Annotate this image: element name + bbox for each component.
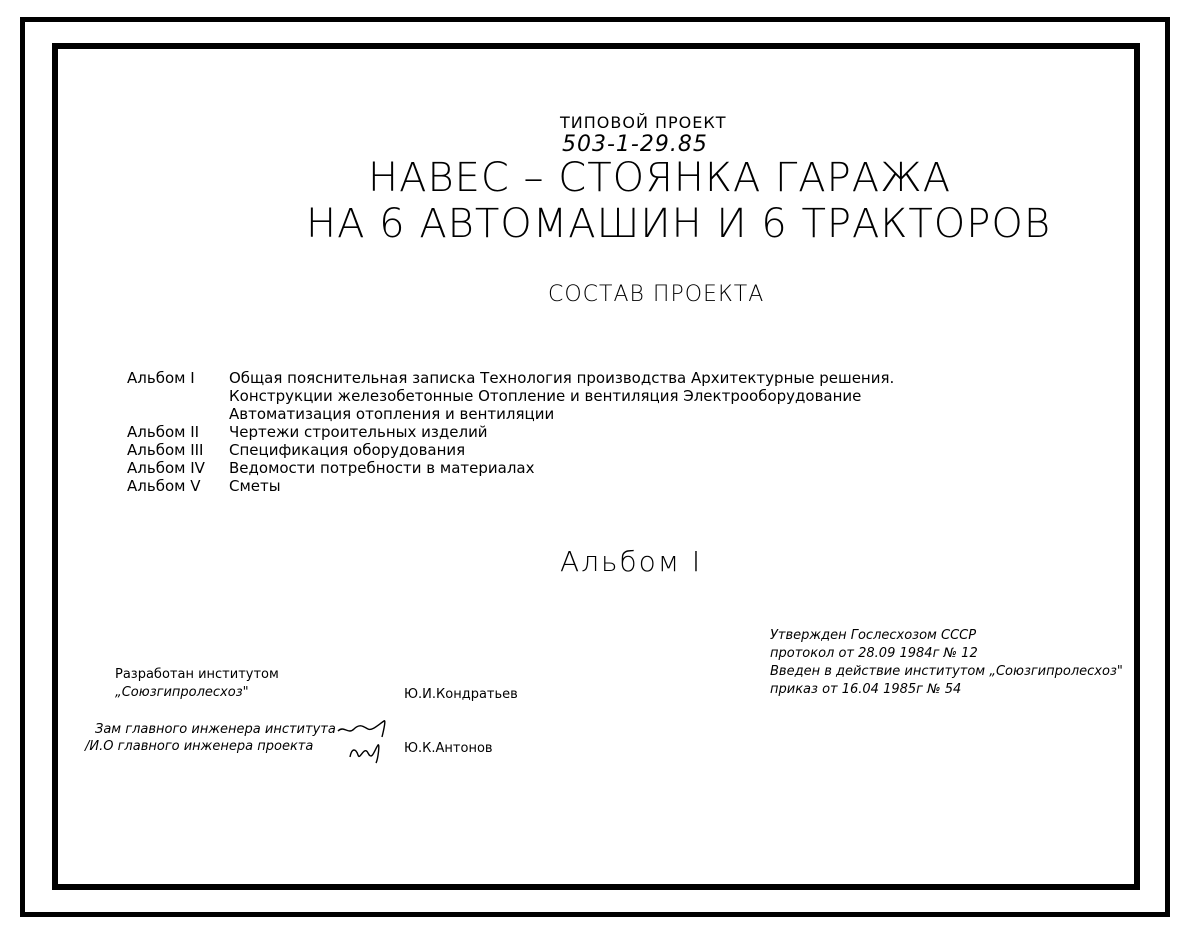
album-description: Конструкции железобетонные Отопление и вентиляция Электрооборудование (229, 387, 862, 405)
album-name: Альбом V (127, 477, 201, 495)
album-description: Автоматизация отопления и вентиляции (229, 405, 555, 423)
album-description: Сметы (229, 477, 281, 495)
album-description: Чертежи строительных изделий (229, 423, 488, 441)
developer-label: Разработан институтом (115, 667, 279, 682)
album-name: Альбом IV (127, 459, 205, 477)
album-name: Альбом I (127, 369, 195, 387)
album-description: Общая пояснительная записка Технология производства Архитектурные решения. (229, 369, 895, 387)
project-composition-heading: СОСТАВ ПРОЕКТА (548, 282, 765, 307)
current-album-heading: Альбом I (560, 545, 703, 578)
project-type-label: ТИПОВОЙ ПРОЕКТ (560, 113, 727, 132)
approval-block (770, 627, 1123, 699)
signature-icon (334, 715, 404, 767)
project-code: 503-1-29.85 (562, 132, 708, 157)
title-line-1: НАВЕС – СТОЯНКА ГАРАЖА (368, 155, 952, 201)
album-description: Ведомости потребности в материалах (229, 459, 535, 477)
chief-title-2: /И.О главного инженера проекта (85, 739, 314, 754)
chief-title-1: Зам главного инженера института (95, 722, 336, 737)
developer-person-2: Ю.К.Антонов (404, 741, 493, 756)
approval-line: Введен в действие институтом „Союзгипролесхоз" (770, 664, 1123, 679)
album-name: Альбом III (127, 441, 204, 459)
approval-line: приказ от 16.04 1985г № 54 (770, 682, 962, 697)
title-line-2: НА 6 АВТОМАШИН И 6 ТРАКТОРОВ (306, 201, 1052, 247)
developer-person-1: Ю.И.Кондратьев (404, 687, 518, 702)
approval-line: протокол от 28.09 1984г № 12 (770, 646, 978, 661)
approval-line: Утвержден Гослесхозом СССР (770, 628, 977, 643)
developer-org: „Союзгипролесхоз" (115, 685, 249, 700)
album-name: Альбом II (127, 423, 200, 441)
album-description: Спецификация оборудования (229, 441, 466, 459)
